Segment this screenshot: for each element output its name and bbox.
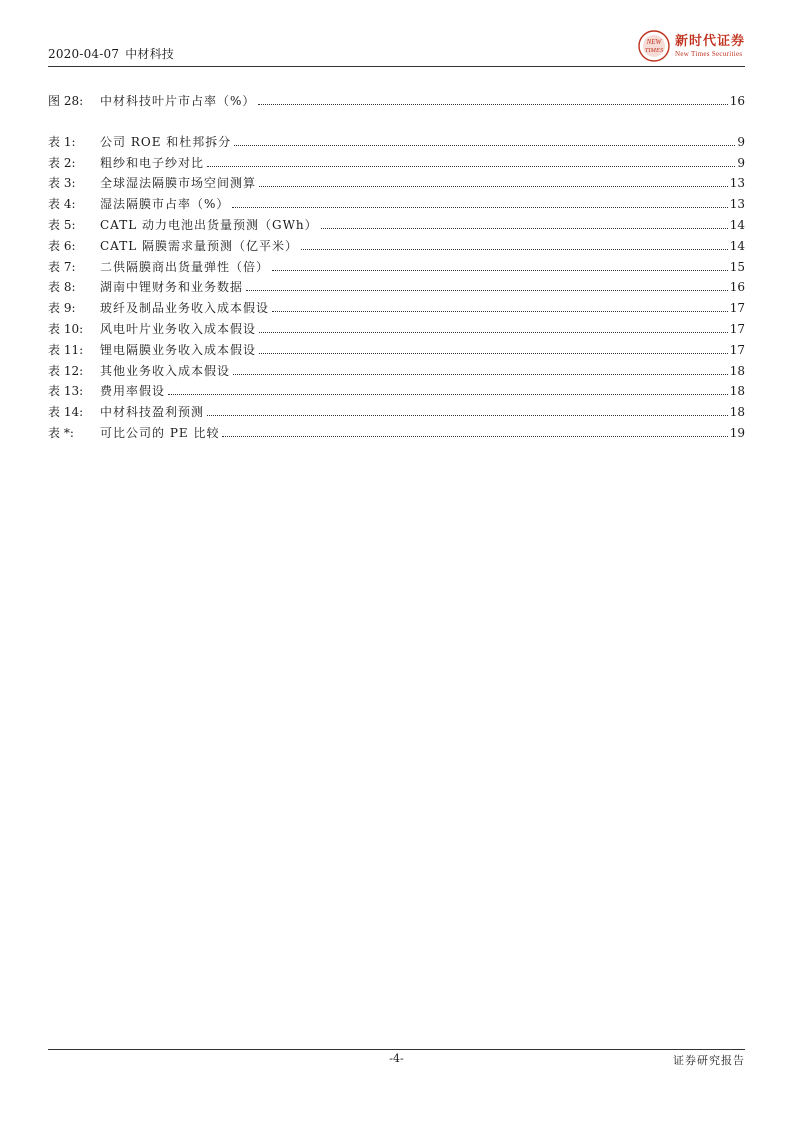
toc-entry-title: 玻纤及制品业务收入成本假设 — [100, 301, 270, 316]
toc-entry-label: 表 13: — [48, 384, 84, 399]
new-times-logo-icon — [637, 29, 671, 63]
svg-text:TIMES: TIMES — [644, 47, 664, 54]
toc-entry-page: 16 — [729, 94, 745, 108]
report-type: 证券研究报告 — [673, 1054, 745, 1067]
toc-entry-label: 表 4: — [48, 197, 76, 212]
toc-entry-label: 表 3: — [48, 176, 76, 191]
toc-entry-label: 表 11: — [48, 342, 84, 357]
toc-entry-title: 可比公司的 PE 比较 — [100, 425, 220, 440]
toc-entry-title: 其他业务收入成本假设 — [100, 363, 231, 378]
toc-entry-label: 表 10: — [48, 321, 84, 336]
toc-entry[interactable] — [48, 194, 745, 215]
toc-entry-title: CATL 动力电池出货量预测（GWh） — [100, 217, 318, 232]
toc-entry-page: 13 — [729, 197, 745, 212]
header-info — [48, 45, 174, 62]
toc-leader-dots — [259, 185, 728, 187]
toc-entry-title: 粗纱和电子纱对比 — [100, 155, 205, 170]
toc-entry-title: 中材科技盈利预测 — [100, 405, 205, 420]
toc-entry[interactable] — [48, 361, 745, 382]
toc-entry[interactable] — [48, 277, 745, 298]
toc-leader-dots — [301, 248, 728, 250]
toc-entry-page: 19 — [729, 425, 745, 440]
toc-leader-dots — [321, 227, 728, 229]
toc-entry-label: 表 12: — [48, 363, 84, 378]
toc-entry-title: 全球湿法隔膜市场空间测算 — [100, 176, 257, 191]
toc-leader-dots — [234, 144, 735, 146]
toc-entry-page: 16 — [729, 280, 745, 295]
toc-leader-dots — [272, 310, 728, 312]
toc-entry-page: 9 — [737, 155, 745, 170]
toc-entry[interactable] — [48, 319, 745, 340]
table-of-contents — [48, 91, 745, 444]
brand-logo — [637, 28, 745, 64]
toc-leader-dots — [233, 373, 728, 375]
toc-entry-page: 17 — [729, 301, 745, 316]
toc-entry[interactable] — [48, 215, 745, 236]
logo-name-cn: 新时代证券 — [674, 33, 745, 49]
toc-entry[interactable] — [48, 402, 745, 423]
toc-entry-page: 18 — [729, 363, 745, 378]
toc-entry-title: 中材科技叶片市占率（%） — [100, 94, 256, 108]
toc-entry-title: CATL 隔膜需求量预测（亿平米） — [100, 238, 298, 253]
toc-entry-label: 表 6: — [48, 238, 76, 253]
toc-entry-label: 图 28: — [48, 94, 84, 108]
footer-divider — [48, 1049, 745, 1050]
toc-entry-label: 表 7: — [48, 259, 76, 274]
toc-entry[interactable] — [48, 132, 745, 153]
toc-entry[interactable] — [48, 173, 745, 194]
toc-entry-title: 公司 ROE 和杜邦拆分 — [100, 134, 232, 149]
toc-leader-dots — [246, 289, 728, 291]
toc-leader-dots — [259, 331, 728, 333]
toc-leader-dots — [259, 352, 728, 354]
toc-entry-page: 17 — [729, 342, 745, 357]
toc-entry-page: 18 — [729, 384, 745, 399]
toc-entry-page: 15 — [729, 259, 745, 274]
toc-entry[interactable] — [48, 381, 745, 402]
toc-entry-page: 18 — [729, 405, 745, 420]
toc-entry-title: 湖南中锂财务和业务数据 — [100, 280, 244, 295]
toc-leader-dots — [222, 435, 727, 437]
toc-entry[interactable] — [48, 340, 745, 361]
toc-entry[interactable] — [48, 257, 745, 278]
toc-entry-title: 锂电隔膜业务收入成本假设 — [100, 342, 257, 357]
toc-entry-label: 表 5: — [48, 217, 76, 232]
toc-entry-page: 13 — [729, 176, 745, 191]
report-date: 2020-04-07 — [48, 47, 120, 61]
toc-leader-dots — [272, 269, 728, 271]
toc-entry-page: 14 — [729, 217, 745, 232]
toc-entry-title: 风电叶片业务收入成本假设 — [100, 321, 257, 336]
toc-entry-title: 费用率假设 — [100, 384, 166, 399]
toc-entry[interactable] — [48, 91, 745, 112]
svg-text:NEW: NEW — [646, 38, 662, 46]
toc-leader-dots — [232, 206, 727, 208]
toc-entry[interactable] — [48, 298, 745, 319]
company-name: 中材科技 — [125, 47, 174, 61]
toc-entry-label: 表 8: — [48, 280, 76, 295]
toc-entry[interactable] — [48, 153, 745, 174]
logo-name-en: New Times Securities — [674, 49, 743, 58]
toc-leader-dots — [207, 165, 735, 167]
toc-entry-page: 14 — [729, 238, 745, 253]
toc-entry-title: 二供隔膜商出货量弹性（倍） — [100, 259, 270, 274]
toc-entry-label: 表 2: — [48, 155, 76, 170]
page-number: -4- — [389, 1052, 404, 1065]
toc-entry[interactable] — [48, 236, 745, 257]
toc-leader-dots — [168, 393, 728, 395]
toc-entry-label: 表 14: — [48, 405, 84, 420]
header-divider — [48, 66, 745, 67]
page-header — [48, 28, 745, 66]
toc-entry-label: 表 1: — [48, 134, 76, 149]
toc-entry-page: 17 — [729, 321, 745, 336]
toc-leader-dots — [207, 414, 728, 416]
toc-entry-label: 表 9: — [48, 301, 76, 316]
toc-entry-title: 湿法隔膜市占率（%） — [100, 197, 230, 212]
toc-entry-label: 表 *: — [48, 425, 74, 440]
toc-entry[interactable] — [48, 423, 745, 444]
toc-entry-page: 9 — [737, 134, 745, 149]
toc-leader-dots — [258, 103, 727, 105]
